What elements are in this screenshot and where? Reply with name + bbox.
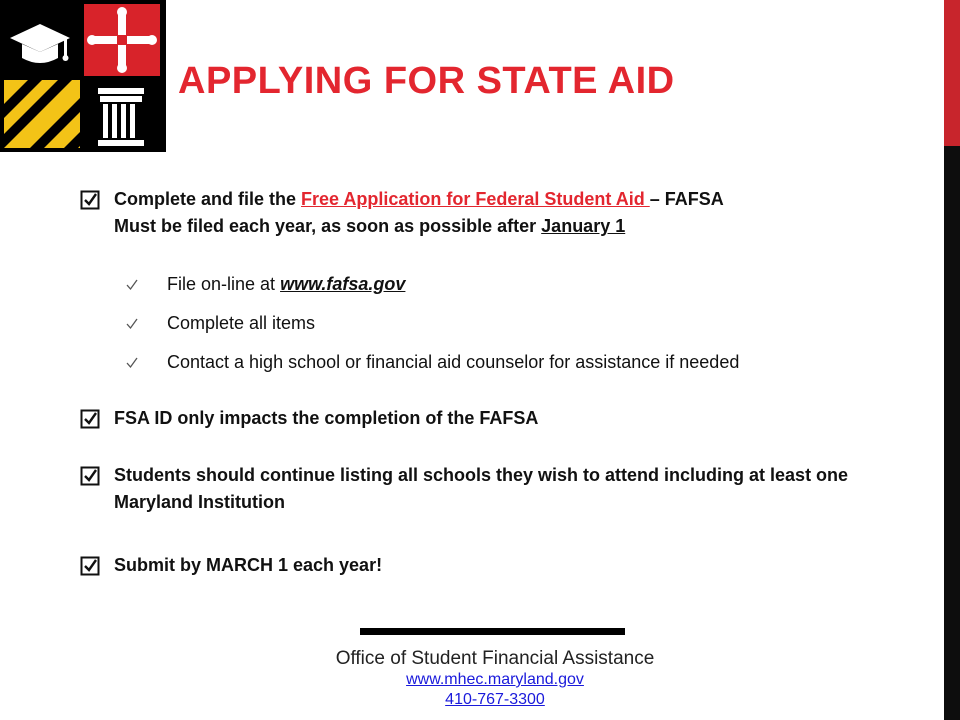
- check-icon: [126, 279, 138, 291]
- footer-divider: [360, 628, 625, 635]
- subitem-contact-counselor: [74, 350, 874, 375]
- deadline-date: January 1: [541, 216, 626, 236]
- calvert-stripes-icon: [4, 80, 80, 148]
- maryland-cross-icon: [84, 4, 160, 76]
- bullet-text-post: – FAFSA: [649, 189, 724, 209]
- subitem-file-online: [74, 272, 874, 297]
- office-name: Office of Student Financial Assistance: [335, 648, 655, 669]
- phone-link[interactable]: 410-767-3300: [445, 691, 545, 708]
- bullet-item-fsa-id: [74, 405, 874, 432]
- fafsa-link[interactable]: Free Application for Federal Student Aid: [301, 189, 650, 209]
- check-icon: [126, 357, 138, 369]
- bullet-item-submit-deadline: [74, 552, 874, 579]
- checkbox-icon: [80, 190, 100, 210]
- bullet-text: Submit by MARCH 1 each year!: [114, 555, 383, 575]
- bullet-text-line2: Must be filed each year, as soon as possible after: [114, 216, 542, 236]
- subitem-text: Contact a high school or financial aid counselor for assistance if needed: [167, 352, 740, 372]
- bullet-list: [74, 186, 874, 579]
- checkbox-icon: [80, 466, 100, 486]
- checkbox-icon: [80, 409, 100, 429]
- subitem-text: Complete all items: [167, 313, 316, 333]
- bullet-item-fafsa: [74, 186, 874, 240]
- subitem-complete-items: [74, 311, 874, 336]
- bullet-text: Students should continue listing all schools they wish to attend including at least one Maryland Institution: [114, 465, 849, 512]
- subitem-text: File on-line at: [167, 274, 281, 294]
- bullet-item-list-schools: [74, 462, 874, 516]
- bullet-text-pre: Complete and file the: [114, 189, 302, 209]
- fafsa-website-link[interactable]: www.fafsa.gov: [280, 274, 406, 294]
- website-link[interactable]: www.mhec.maryland.gov: [406, 671, 584, 688]
- maryland-higher-education-logo: [0, 0, 166, 152]
- slide-title: APPLYING FOR STATE AID: [178, 60, 675, 102]
- check-icon: [126, 318, 138, 330]
- bullet-text: FSA ID only impacts the completion of the FAFSA: [114, 408, 539, 428]
- checkbox-icon: [80, 556, 100, 576]
- footer: [270, 648, 720, 710]
- right-edge-accent: [944, 0, 960, 146]
